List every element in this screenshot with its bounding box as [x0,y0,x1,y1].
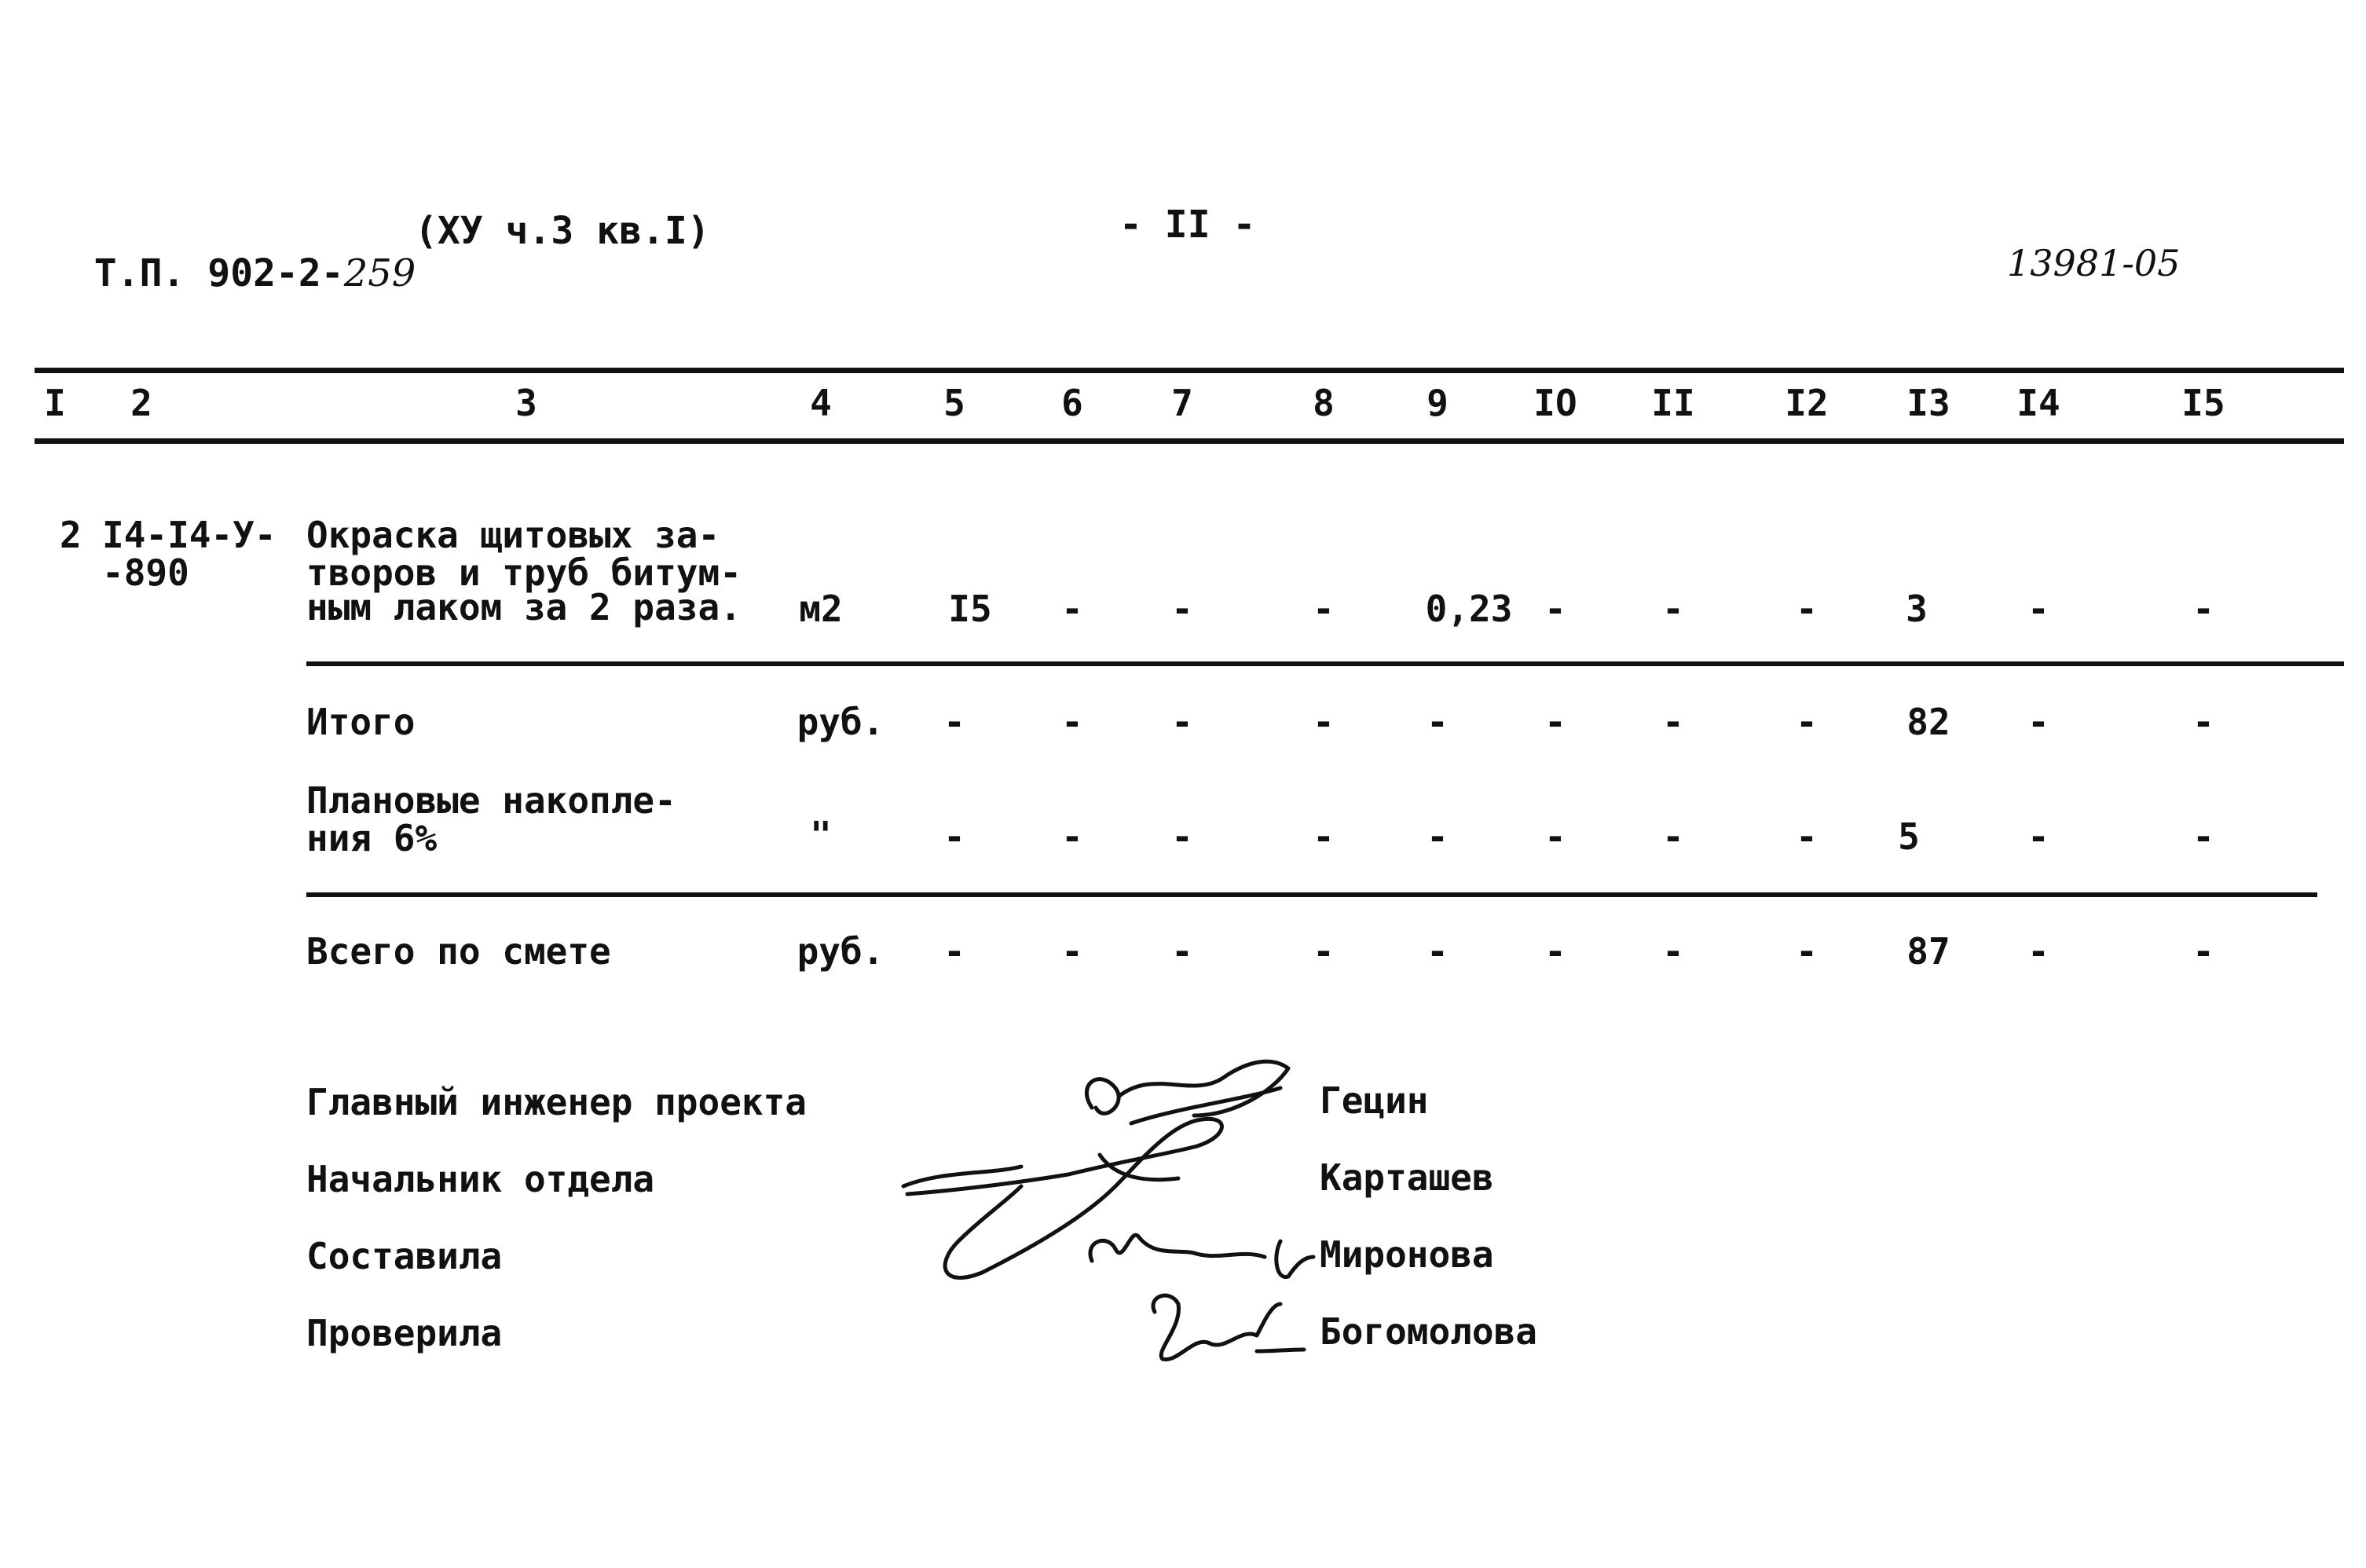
signature-name-2: Карташев [1320,1156,1494,1199]
summary-total-col10: - [1544,701,1566,743]
col-header-15: I5 [2181,382,2225,424]
row-col12: - [1796,588,1818,630]
signature-scribble-compiler [1090,1235,1313,1277]
col-header-14: I4 [2016,382,2060,424]
grand-total-col6: - [1061,930,1083,973]
grand-total-col11: - [1662,930,1684,973]
signature-role-1: Главный инженер проекта [306,1081,807,1123]
summary-accum-col14: - [2027,815,2049,858]
col-header-2: 2 [130,382,152,424]
summary-total-col9: - [1427,701,1449,743]
row-code-line1: I4-I4-У- [102,514,277,556]
col-header-7: 7 [1171,382,1193,424]
col-header-4: 4 [810,382,832,424]
row-col14: - [2027,588,2049,630]
summary-accum-col13: 5 [1898,815,1920,858]
summary-accum-col7: - [1171,815,1193,858]
signature-name-1: Гецин [1320,1079,1429,1122]
summary-accum-col15: - [2192,815,2214,858]
summary-accum-col11: - [1662,815,1684,858]
row-col11: - [1662,588,1684,630]
summary-total-unit: руб. [797,701,885,743]
grand-total-label: Всего по смете [306,930,611,973]
page-number: - II - [1119,203,1256,247]
grand-total-col8: - [1313,930,1335,973]
summary-total-col11: - [1662,701,1684,743]
grand-total-col10: - [1544,930,1566,973]
grand-total-col12: - [1796,930,1818,973]
signature-scribble-checker [1153,1295,1304,1359]
summary-accum-col5: - [943,815,965,858]
col-header-12: I2 [1785,382,1829,424]
doc-ref-handwritten: 259 [343,251,416,295]
row-col10: - [1544,588,1566,630]
signature-scribble-head-of-department [903,1119,1221,1277]
col-header-3: 3 [515,382,537,424]
row-unit: м2 [799,588,843,630]
row-col8: - [1313,588,1335,630]
doc-ref-typed: Т.П. 902-2- [93,251,344,295]
summary-accum-col10: - [1544,815,1566,858]
row-col7: - [1171,588,1193,630]
grand-total-col14: - [2027,930,2049,973]
row-col6: - [1061,588,1083,630]
summary-total-col8: - [1313,701,1335,743]
row-col15: - [2192,588,2214,630]
col-header-5: 5 [943,382,965,424]
row-code-line2: -890 [102,551,189,594]
col-header-8: 8 [1313,382,1335,424]
summary-total-col12: - [1796,701,1818,743]
doc-part: (ХУ ч.3 кв.I) [415,209,710,253]
summary-total-col14: - [2027,701,2049,743]
row-col13: 3 [1906,588,1928,630]
summary-total-col13: 82 [1906,701,1950,743]
summary-accum-col6: - [1061,815,1083,858]
grand-total-col5: - [943,930,965,973]
col-header-10: IO [1533,382,1577,424]
row-qty: I5 [948,588,992,630]
signature-role-4: Проверила [306,1312,503,1354]
grand-total-col7: - [1171,930,1193,973]
row-name-line3: ным лаком за 2 раза. [306,586,742,628]
row-name-line2: творов и труб битум- [306,551,742,594]
summary-total-col6: - [1061,701,1083,743]
signature-name-4: Богомолова [1320,1310,1537,1353]
row-number: 2 [60,514,82,556]
signature-role-3: Составила [306,1235,503,1277]
summary-total-col15: - [2192,701,2214,743]
summary-accum-col12: - [1796,815,1818,858]
grand-total-col15: - [2192,930,2214,973]
signature-role-2: Начальник отдела [306,1158,655,1200]
summary-accum-col8: - [1313,815,1335,858]
summary-total-label: Итого [306,701,416,743]
summary-total-col7: - [1171,701,1193,743]
col-header-1: I [44,382,66,424]
col-header-6: 6 [1061,382,1083,424]
summary-accum-unit: " [810,814,832,856]
col-header-13: I3 [1906,382,1950,424]
col-header-11: II [1651,382,1695,424]
summary-accum-col9: - [1427,815,1449,858]
summary-accum-label-line2: ния 6% [306,817,438,859]
grand-total-col9: - [1427,930,1449,973]
summary-total-col5: - [943,701,965,743]
row-name-line1: Окраска щитовых за- [306,514,720,556]
row-col9: 0,23 [1425,588,1513,630]
signature-name-3: Миронова [1320,1233,1494,1276]
summary-accum-label-line1: Плановые накопле- [306,779,676,822]
archive-number: 13981-05 [2007,242,2181,284]
signature-scribble-chief-engineer [1086,1061,1288,1123]
grand-total-unit: руб. [797,930,885,973]
col-header-9: 9 [1427,382,1449,424]
grand-total-col13: 87 [1906,930,1950,973]
